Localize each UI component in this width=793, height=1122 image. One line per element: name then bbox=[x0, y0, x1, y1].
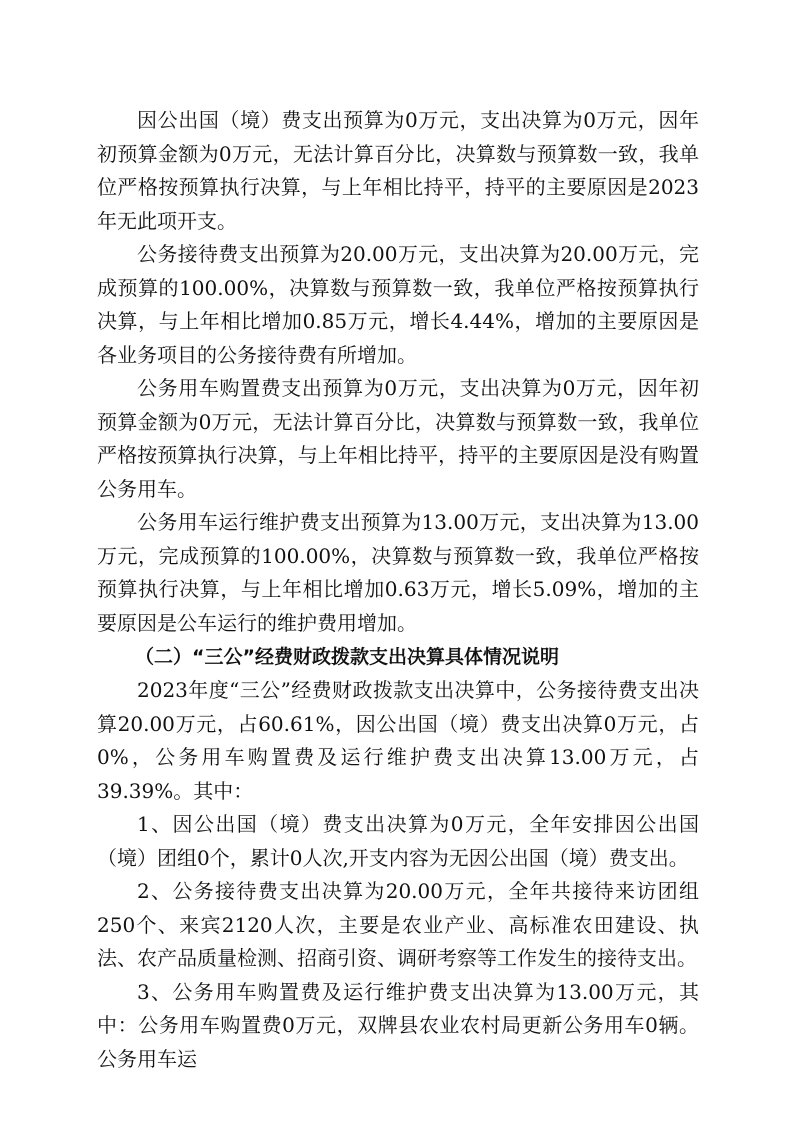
paragraph-official-reception: 公务接待费支出预算为20.00万元，支出决算为20.00万元，完成预算的100.00%，决算数与预算数一致，我单位严格按预算执行决算，与上年相比增加0.85万元，增长4.44%，增加的主要原因是各业务项目的公务接待费有所增加。 bbox=[97, 242, 699, 367]
paragraph-summary: 2023年度“三公”经费财政拨款支出决算中，公务接待费支出决算20.00万元，占60.61%，因公出国（境）费支出决算0万元，占0%，公务用车购置费及运行维护费支出决算13.00万元，占39.39%。其中： bbox=[97, 678, 699, 803]
document-body bbox=[97, 104, 699, 1076]
section-heading: （二）“三公”经费财政拨款支出决算具体情况说明 bbox=[135, 646, 559, 668]
paragraph-item-3: 3、公务用车购置费及运行维护费支出决算为13.00万元，其中：公务用车购置费0万元，双牌县农业农村局更新公务用车0辆。公务用车运 bbox=[97, 979, 699, 1071]
paragraph-vehicle-maintenance: 公务用车运行维护费支出预算为13.00万元，支出决算为13.00万元，完成预算的100.00%，决算数与预算数一致，我单位严格按预算执行决算，与上年相比增加0.63万元，增长5.09%，增加的主要原因是公车运行的维护费用增加。 bbox=[97, 510, 699, 635]
paragraph-item-2: 2、公务接待费支出决算为20.00万元，全年共接待来访团组250个、来宾2120人次，主要是农业产业、高标准农田建设、执法、农产品质量检测、招商引资、调研考察等工作发生的接待支出。 bbox=[97, 879, 699, 970]
paragraph-item-1: 1、因公出国（境）费支出决算为0万元，全年安排因公出国（境）团组0个，累计0人次,开支内容为无因公出国（境）费支出。 bbox=[97, 812, 699, 870]
paragraph-vehicle-purchase: 公务用车购置费支出预算为0万元，支出决算为0万元，因年初预算金额为0万元，无法计算百分比，决算数与预算数一致，我单位严格按预算执行决算，与上年相比持平，持平的主要原因是没有购置公务用车。 bbox=[97, 376, 699, 501]
paragraph-overseas-travel: 因公出国（境）费支出预算为0万元，支出决算为0万元，因年初预算金额为0万元，无法计算百分比，决算数与预算数一致，我单位严格按预算执行决算，与上年相比持平，持平的主要原因是2023年无此项开支。 bbox=[97, 108, 699, 233]
